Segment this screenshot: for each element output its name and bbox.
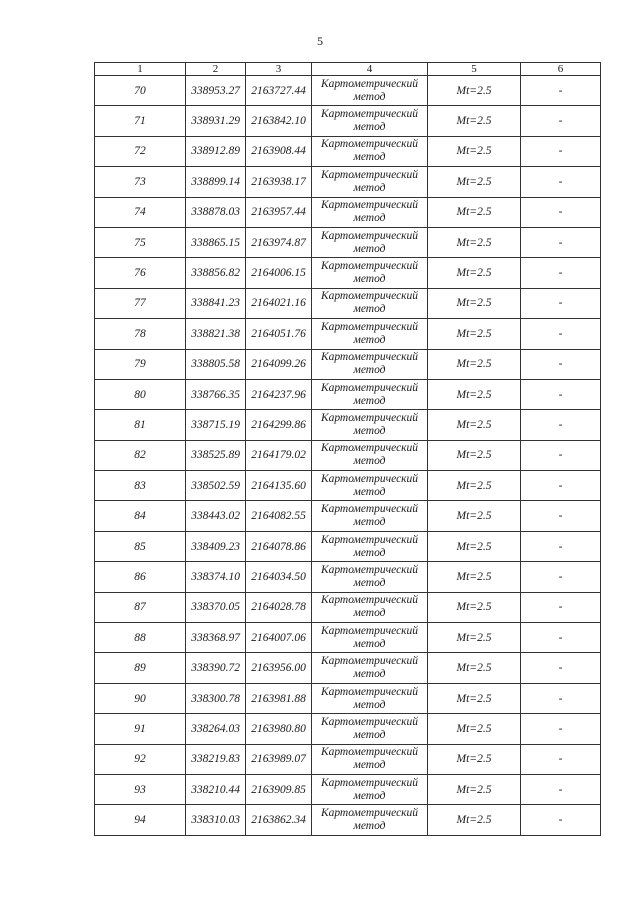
- y-coordinate-cell: 2164007.06: [246, 623, 312, 653]
- table-row: [95, 227, 601, 257]
- x-coordinate-cell: 338525.89: [186, 440, 246, 470]
- note-cell: -: [521, 562, 601, 592]
- y-coordinate-cell: 2164078.86: [246, 531, 312, 561]
- method-cell: Картометрический метод: [312, 744, 428, 774]
- point-number-cell: 70: [95, 76, 186, 106]
- accuracy-cell: Mt=2.5: [428, 319, 521, 349]
- note-cell: -: [521, 774, 601, 804]
- point-number-cell: 81: [95, 410, 186, 440]
- method-cell: Картометрический метод: [312, 410, 428, 440]
- table-row: [95, 744, 601, 774]
- method-cell: Картометрический метод: [312, 592, 428, 622]
- table-row: [95, 471, 601, 501]
- point-number-cell: 77: [95, 288, 186, 318]
- point-number-cell: 80: [95, 379, 186, 409]
- note-cell: -: [521, 349, 601, 379]
- point-number-cell: 74: [95, 197, 186, 227]
- point-number-cell: 76: [95, 258, 186, 288]
- y-coordinate-cell: 2163989.07: [246, 744, 312, 774]
- point-number-cell: 82: [95, 440, 186, 470]
- accuracy-cell: Mt=2.5: [428, 197, 521, 227]
- accuracy-cell: Mt=2.5: [428, 592, 521, 622]
- table-row: [95, 531, 601, 561]
- x-coordinate-cell: 338953.27: [186, 76, 246, 106]
- y-coordinate-cell: 2164179.02: [246, 440, 312, 470]
- y-coordinate-cell: 2163862.34: [246, 805, 312, 835]
- method-cell: Картометрический метод: [312, 136, 428, 166]
- method-cell: Картометрический метод: [312, 106, 428, 136]
- method-cell: Картометрический метод: [312, 562, 428, 592]
- x-coordinate-cell: 338368.97: [186, 623, 246, 653]
- method-cell: Картометрический метод: [312, 653, 428, 683]
- note-cell: -: [521, 623, 601, 653]
- y-coordinate-cell: 2163980.80: [246, 714, 312, 744]
- accuracy-cell: Mt=2.5: [428, 562, 521, 592]
- note-cell: -: [521, 592, 601, 622]
- table-row: [95, 592, 601, 622]
- x-coordinate-cell: 338715.19: [186, 410, 246, 440]
- point-number-cell: 92: [95, 744, 186, 774]
- accuracy-cell: Mt=2.5: [428, 653, 521, 683]
- y-coordinate-cell: 2163842.10: [246, 106, 312, 136]
- point-number-cell: 78: [95, 319, 186, 349]
- y-coordinate-cell: 2164299.86: [246, 410, 312, 440]
- x-coordinate-cell: 338409.23: [186, 531, 246, 561]
- point-number-cell: 88: [95, 623, 186, 653]
- y-coordinate-cell: 2163727.44: [246, 76, 312, 106]
- note-cell: -: [521, 76, 601, 106]
- note-cell: -: [521, 471, 601, 501]
- x-coordinate-cell: 338766.35: [186, 379, 246, 409]
- accuracy-cell: Mt=2.5: [428, 744, 521, 774]
- point-number-cell: 83: [95, 471, 186, 501]
- method-cell: Картометрический метод: [312, 288, 428, 318]
- table-row: [95, 683, 601, 713]
- accuracy-cell: Mt=2.5: [428, 410, 521, 440]
- note-cell: -: [521, 440, 601, 470]
- y-coordinate-cell: 2163956.00: [246, 653, 312, 683]
- point-number-cell: 87: [95, 592, 186, 622]
- y-coordinate-cell: 2163938.17: [246, 167, 312, 197]
- x-coordinate-cell: 338899.14: [186, 167, 246, 197]
- note-cell: -: [521, 197, 601, 227]
- x-coordinate-cell: 338931.29: [186, 106, 246, 136]
- table-body: [95, 76, 601, 836]
- method-cell: Картометрический метод: [312, 471, 428, 501]
- note-cell: -: [521, 410, 601, 440]
- method-cell: Картометрический метод: [312, 774, 428, 804]
- point-number-cell: 85: [95, 531, 186, 561]
- y-coordinate-cell: 2163981.88: [246, 683, 312, 713]
- header-col-2: 2: [186, 63, 246, 76]
- note-cell: -: [521, 501, 601, 531]
- y-coordinate-cell: 2164028.78: [246, 592, 312, 622]
- y-coordinate-cell: 2164034.50: [246, 562, 312, 592]
- accuracy-cell: Mt=2.5: [428, 258, 521, 288]
- note-cell: -: [521, 653, 601, 683]
- method-cell: Картометрический метод: [312, 501, 428, 531]
- y-coordinate-cell: 2163974.87: [246, 227, 312, 257]
- point-number-cell: 71: [95, 106, 186, 136]
- x-coordinate-cell: 338374.10: [186, 562, 246, 592]
- method-cell: Картометрический метод: [312, 349, 428, 379]
- x-coordinate-cell: 338912.89: [186, 136, 246, 166]
- header-row: [95, 63, 601, 76]
- table-row: [95, 805, 601, 835]
- method-cell: Картометрический метод: [312, 76, 428, 106]
- note-cell: -: [521, 288, 601, 318]
- table-row: [95, 410, 601, 440]
- method-cell: Картометрический метод: [312, 714, 428, 744]
- header-col-4: 4: [312, 63, 428, 76]
- method-cell: Картометрический метод: [312, 683, 428, 713]
- header-col-3: 3: [246, 63, 312, 76]
- note-cell: -: [521, 136, 601, 166]
- method-cell: Картометрический метод: [312, 258, 428, 288]
- note-cell: -: [521, 379, 601, 409]
- x-coordinate-cell: 338856.82: [186, 258, 246, 288]
- accuracy-cell: Mt=2.5: [428, 531, 521, 561]
- y-coordinate-cell: 2164051.76: [246, 319, 312, 349]
- accuracy-cell: Mt=2.5: [428, 623, 521, 653]
- point-number-cell: 75: [95, 227, 186, 257]
- note-cell: -: [521, 683, 601, 713]
- table-row: [95, 714, 601, 744]
- x-coordinate-cell: 338878.03: [186, 197, 246, 227]
- table-row: [95, 106, 601, 136]
- x-coordinate-cell: 338865.15: [186, 227, 246, 257]
- y-coordinate-cell: 2164135.60: [246, 471, 312, 501]
- point-number-cell: 94: [95, 805, 186, 835]
- table-row: [95, 258, 601, 288]
- point-number-cell: 89: [95, 653, 186, 683]
- note-cell: -: [521, 167, 601, 197]
- method-cell: Картометрический метод: [312, 167, 428, 197]
- accuracy-cell: Mt=2.5: [428, 714, 521, 744]
- method-cell: Картометрический метод: [312, 319, 428, 349]
- table-row: [95, 440, 601, 470]
- method-cell: Картометрический метод: [312, 197, 428, 227]
- note-cell: -: [521, 714, 601, 744]
- table-row: [95, 319, 601, 349]
- point-number-cell: 86: [95, 562, 186, 592]
- note-cell: -: [521, 106, 601, 136]
- coordinates-table: [94, 62, 601, 836]
- accuracy-cell: Mt=2.5: [428, 349, 521, 379]
- table-row: [95, 167, 601, 197]
- note-cell: -: [521, 227, 601, 257]
- y-coordinate-cell: 2164237.96: [246, 379, 312, 409]
- x-coordinate-cell: 338841.23: [186, 288, 246, 318]
- table-row: [95, 562, 601, 592]
- table-row: [95, 288, 601, 318]
- note-cell: -: [521, 319, 601, 349]
- table-row: [95, 653, 601, 683]
- table-row: [95, 76, 601, 106]
- table-row: [95, 379, 601, 409]
- x-coordinate-cell: 338310.03: [186, 805, 246, 835]
- header-col-1: 1: [95, 63, 186, 76]
- point-number-cell: 79: [95, 349, 186, 379]
- table-row: [95, 197, 601, 227]
- y-coordinate-cell: 2163908.44: [246, 136, 312, 166]
- header-col-5: 5: [428, 63, 521, 76]
- accuracy-cell: Mt=2.5: [428, 501, 521, 531]
- x-coordinate-cell: 338370.05: [186, 592, 246, 622]
- accuracy-cell: Mt=2.5: [428, 76, 521, 106]
- method-cell: Картометрический метод: [312, 227, 428, 257]
- method-cell: Картометрический метод: [312, 531, 428, 561]
- method-cell: Картометрический метод: [312, 379, 428, 409]
- x-coordinate-cell: 338502.59: [186, 471, 246, 501]
- method-cell: Картометрический метод: [312, 623, 428, 653]
- page-number: 5: [317, 34, 323, 48]
- y-coordinate-cell: 2163957.44: [246, 197, 312, 227]
- accuracy-cell: Mt=2.5: [428, 683, 521, 713]
- note-cell: -: [521, 805, 601, 835]
- method-cell: Картометрический метод: [312, 440, 428, 470]
- point-number-cell: 84: [95, 501, 186, 531]
- accuracy-cell: Mt=2.5: [428, 471, 521, 501]
- x-coordinate-cell: 338210.44: [186, 774, 246, 804]
- x-coordinate-cell: 338264.03: [186, 714, 246, 744]
- y-coordinate-cell: 2164099.26: [246, 349, 312, 379]
- accuracy-cell: Mt=2.5: [428, 805, 521, 835]
- accuracy-cell: Mt=2.5: [428, 167, 521, 197]
- point-number-cell: 90: [95, 683, 186, 713]
- table-row: [95, 501, 601, 531]
- accuracy-cell: Mt=2.5: [428, 774, 521, 804]
- accuracy-cell: Mt=2.5: [428, 379, 521, 409]
- x-coordinate-cell: 338805.58: [186, 349, 246, 379]
- x-coordinate-cell: 338300.78: [186, 683, 246, 713]
- x-coordinate-cell: 338390.72: [186, 653, 246, 683]
- method-cell: Картометрический метод: [312, 805, 428, 835]
- point-number-cell: 72: [95, 136, 186, 166]
- accuracy-cell: Mt=2.5: [428, 227, 521, 257]
- header-col-6: 6: [521, 63, 601, 76]
- accuracy-cell: Mt=2.5: [428, 288, 521, 318]
- y-coordinate-cell: 2164082.55: [246, 501, 312, 531]
- point-number-cell: 73: [95, 167, 186, 197]
- x-coordinate-cell: 338219.83: [186, 744, 246, 774]
- accuracy-cell: Mt=2.5: [428, 440, 521, 470]
- accuracy-cell: Mt=2.5: [428, 106, 521, 136]
- table-row: [95, 774, 601, 804]
- table-row: [95, 349, 601, 379]
- point-number-cell: 91: [95, 714, 186, 744]
- table-row: [95, 623, 601, 653]
- table-row: [95, 136, 601, 166]
- note-cell: -: [521, 531, 601, 561]
- point-number-cell: 93: [95, 774, 186, 804]
- x-coordinate-cell: 338443.02: [186, 501, 246, 531]
- accuracy-cell: Mt=2.5: [428, 136, 521, 166]
- x-coordinate-cell: 338821.38: [186, 319, 246, 349]
- y-coordinate-cell: 2164021.16: [246, 288, 312, 318]
- y-coordinate-cell: 2164006.15: [246, 258, 312, 288]
- note-cell: -: [521, 258, 601, 288]
- note-cell: -: [521, 744, 601, 774]
- y-coordinate-cell: 2163909.85: [246, 774, 312, 804]
